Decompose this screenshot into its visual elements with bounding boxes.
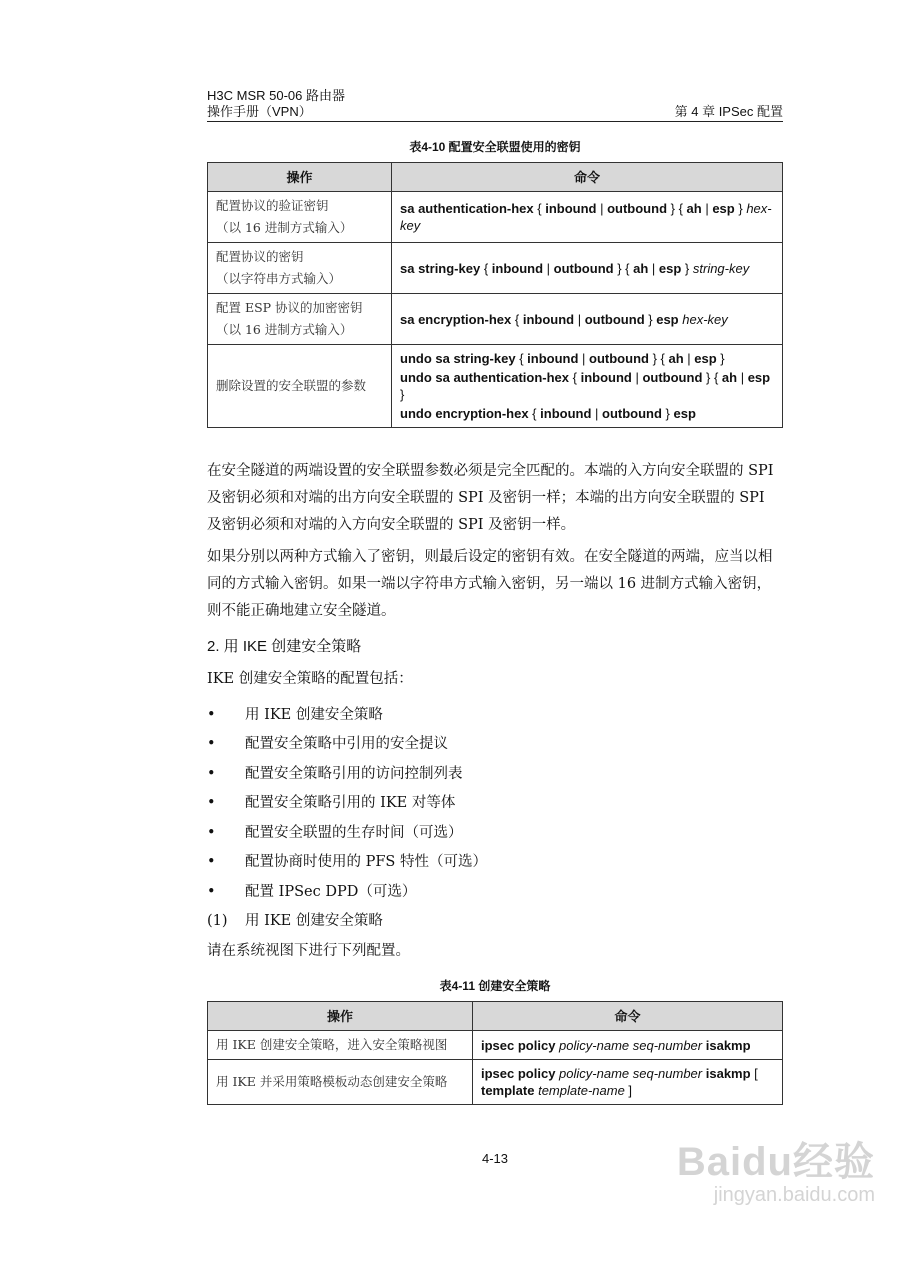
operation-cell — [208, 1031, 473, 1060]
command-line — [481, 1037, 774, 1054]
command-keyword: outbound — [584, 311, 645, 327]
command-syntax: } — [400, 387, 405, 402]
command-argument: hex-key — [400, 201, 772, 233]
table-row — [208, 345, 783, 428]
command-syntax: | — [683, 351, 695, 366]
command-syntax: { — [515, 351, 528, 366]
command-line — [400, 369, 774, 403]
command-syntax: } { — [667, 201, 687, 216]
command-syntax: ] — [624, 1083, 633, 1098]
bullet-item — [207, 819, 783, 849]
table-row — [208, 192, 783, 243]
watermark-site: jingyan.baidu.com — [713, 1184, 875, 1206]
bullet-item — [207, 760, 783, 790]
command-keyword: isakmp — [705, 1066, 751, 1081]
command-argument: template-name — [538, 1083, 625, 1098]
step-item — [207, 907, 783, 937]
command-keyword: inbound — [580, 370, 632, 385]
table2 — [207, 1001, 783, 1105]
operation-cell — [208, 243, 392, 294]
command-syntax: | — [596, 201, 608, 216]
command-keyword: esp — [747, 370, 771, 385]
command-keyword: inbound — [522, 311, 575, 327]
table-row — [208, 294, 783, 345]
header-row — [207, 104, 783, 120]
operation-line: 配置 ESP 协议的加密密钥 — [216, 300, 363, 315]
command-keyword: outbound — [642, 370, 703, 385]
operation-cell — [208, 345, 392, 428]
bullet-item — [207, 789, 783, 819]
command-keyword: ah — [668, 351, 684, 366]
command-keyword: ah — [721, 370, 738, 385]
bullet-item — [207, 848, 783, 878]
section-intro: IKE 创建安全策略的配置包括： — [207, 671, 413, 687]
table1-header-command: 命令 — [392, 163, 783, 192]
step-text: 用 IKE 创建安全策略 — [245, 913, 383, 929]
table-row — [208, 1060, 783, 1105]
command-argument: policy-name seq-number — [559, 1066, 703, 1081]
command-keyword: ah — [686, 201, 702, 216]
command-keyword: undo sa string-key — [400, 351, 516, 366]
command-line — [400, 405, 774, 422]
command-syntax: | — [591, 406, 603, 421]
page-number: 4-13 — [481, 1151, 509, 1166]
operation-cell — [208, 1060, 473, 1105]
command-syntax: { — [480, 260, 492, 276]
command-syntax: } — [681, 260, 693, 276]
command-keyword: ipsec policy — [481, 1066, 556, 1081]
command-keyword: isakmp — [705, 1037, 751, 1053]
bullet-icon: • — [207, 883, 216, 900]
table2-header-command: 命令 — [473, 1002, 783, 1031]
command-syntax: } { — [702, 370, 722, 385]
command-argument: policy-name seq-number — [559, 1037, 703, 1053]
command-syntax: | — [648, 260, 659, 276]
operation-line: 删除设置的安全联盟的参数 — [216, 378, 367, 393]
command-keyword: sa encryption-hex — [400, 311, 512, 327]
command-keyword: esp — [694, 351, 717, 366]
command-keyword: sa string-key — [400, 260, 481, 276]
table-row — [208, 243, 783, 294]
command-syntax: { — [569, 370, 581, 385]
bullet-list — [207, 701, 783, 908]
operation-line: （以 16 进制方式输入） — [216, 220, 353, 235]
bullet-icon: • — [207, 854, 216, 870]
command-syntax: } — [716, 351, 725, 366]
bullet-icon: • — [207, 824, 216, 841]
command-keyword: ipsec policy — [481, 1037, 556, 1053]
command-syntax: [ — [750, 1066, 758, 1081]
command-syntax: | — [701, 201, 713, 216]
command-cell — [473, 1060, 783, 1105]
command-syntax: { — [528, 406, 541, 421]
table2-header-operation: 操作 — [208, 1002, 473, 1031]
command-keyword: esp — [658, 260, 682, 276]
command-keyword: outbound — [607, 201, 668, 216]
header-divider — [207, 121, 783, 122]
bullet-text: 配置安全策略引用的 IKE 对等体 — [245, 795, 456, 811]
command-cell — [392, 345, 783, 428]
command-syntax: } { — [648, 351, 669, 366]
operation-line: 配置协议的验证密钥 — [216, 198, 329, 213]
command-keyword: sa authentication-hex — [400, 201, 534, 216]
command-cell — [473, 1031, 783, 1060]
watermark-logo: Baidu经验 — [676, 1140, 875, 1184]
step-number: (1) — [207, 913, 228, 929]
command-keyword: outbound — [589, 351, 649, 366]
header-product: H3C MSR 50-06 路由器 — [207, 88, 345, 103]
bullet-icon: • — [207, 736, 216, 752]
command-line — [400, 260, 774, 277]
command-argument: hex-key — [682, 311, 728, 327]
bullet-text: 用 IKE 创建安全策略 — [245, 706, 383, 723]
command-argument: string-key — [692, 260, 750, 276]
command-keyword: inbound — [491, 260, 544, 276]
paragraph-key-input: 如果分别以两种方式输入了密钥，则最后设定的密钥有效。在安全隧道的两端，应当以相同的方式输入密钥。如果一端以字符串方式输入密钥，另一端以 16 进制方式输入密钥，则不能正确地建立安全隧道。 — [207, 549, 773, 619]
paragraph-sa-matching: 在安全隧道的两端设置的安全联盟参数必须是完全匹配的。本端的入方向安全联盟的 SPI 及密钥必须和对端的出方向安全联盟的 SPI 及密钥一样；本端的出方向安全联盟的 SPI 及密钥必须和对端的入方向安全联盟的 SPI 及密钥一样。 — [207, 463, 774, 533]
instruction: 请在系统视图下进行下列配置。 — [207, 942, 410, 959]
bullet-icon: • — [207, 795, 216, 811]
operation-line: 配置协议的密钥 — [216, 249, 304, 264]
bullet-item — [207, 878, 783, 908]
table-row — [208, 1031, 783, 1060]
bullet-item — [207, 701, 783, 731]
section-heading: 2. 用 IKE 创建安全策略 — [207, 638, 362, 655]
page-content — [207, 0, 783, 1186]
table1-header-operation: 操作 — [208, 163, 392, 192]
watermark — [677, 1140, 875, 1206]
command-keyword: esp — [712, 201, 735, 216]
command-cell — [392, 192, 783, 243]
command-syntax: | — [631, 370, 643, 385]
command-keyword: inbound — [545, 201, 597, 216]
command-line — [400, 311, 774, 328]
command-syntax: } — [734, 201, 747, 216]
operation-line: （以字符串方式输入） — [216, 271, 342, 286]
command-syntax: { — [533, 201, 546, 216]
operation-cell — [208, 294, 392, 345]
command-line — [400, 350, 774, 367]
header-chapter: 第 4 章 IPSec 配置 — [674, 104, 783, 119]
command-syntax: | — [578, 351, 590, 366]
command-keyword: inbound — [540, 406, 592, 421]
command-line — [400, 200, 774, 234]
command-keyword: esp — [656, 311, 679, 327]
command-keyword: outbound — [553, 260, 614, 276]
bullet-icon: • — [207, 765, 216, 782]
bullet-text: 配置 IPSec DPD（可选） — [245, 883, 417, 900]
bullet-icon: • — [207, 706, 216, 723]
operation-cell — [208, 192, 392, 243]
command-cell — [392, 294, 783, 345]
command-keyword: template — [481, 1083, 535, 1098]
operation-line: 用 IKE 创建安全策略，进入安全策略视图 — [216, 1037, 448, 1052]
table2-caption: 表4-11 创建安全策略 — [439, 979, 551, 993]
command-keyword: undo sa authentication-hex — [400, 370, 570, 385]
bullet-text: 配置协商时使用的 PFS 特性（可选） — [245, 854, 487, 870]
command-syntax: | — [543, 260, 554, 276]
command-syntax: { — [511, 311, 523, 327]
operation-line: （以 16 进制方式输入） — [216, 322, 353, 337]
command-syntax: } — [644, 311, 657, 327]
command-keyword: ah — [633, 260, 649, 276]
bullet-text: 配置安全策略中引用的安全提议 — [245, 736, 448, 752]
bullet-item — [207, 730, 783, 760]
command-keyword: inbound — [527, 351, 579, 366]
command-cell — [392, 243, 783, 294]
command-keyword: esp — [673, 406, 696, 421]
command-keyword: undo encryption-hex — [400, 406, 529, 421]
command-keyword: outbound — [602, 406, 662, 421]
command-syntax: } — [661, 406, 674, 421]
command-syntax: } { — [613, 260, 634, 276]
table1 — [207, 162, 783, 428]
command-syntax: | — [737, 370, 748, 385]
header-manual: 操作手册（VPN） — [207, 104, 312, 119]
command-line — [481, 1065, 774, 1099]
command-syntax: | — [574, 311, 585, 327]
bullet-text: 配置安全策略引用的访问控制列表 — [245, 765, 463, 782]
bullet-text: 配置安全联盟的生存时间（可选） — [245, 824, 463, 841]
table1-caption: 表4-10 配置安全联盟使用的密钥 — [409, 140, 581, 154]
operation-line: 用 IKE 并采用策略模板动态创建安全策略 — [216, 1074, 448, 1089]
